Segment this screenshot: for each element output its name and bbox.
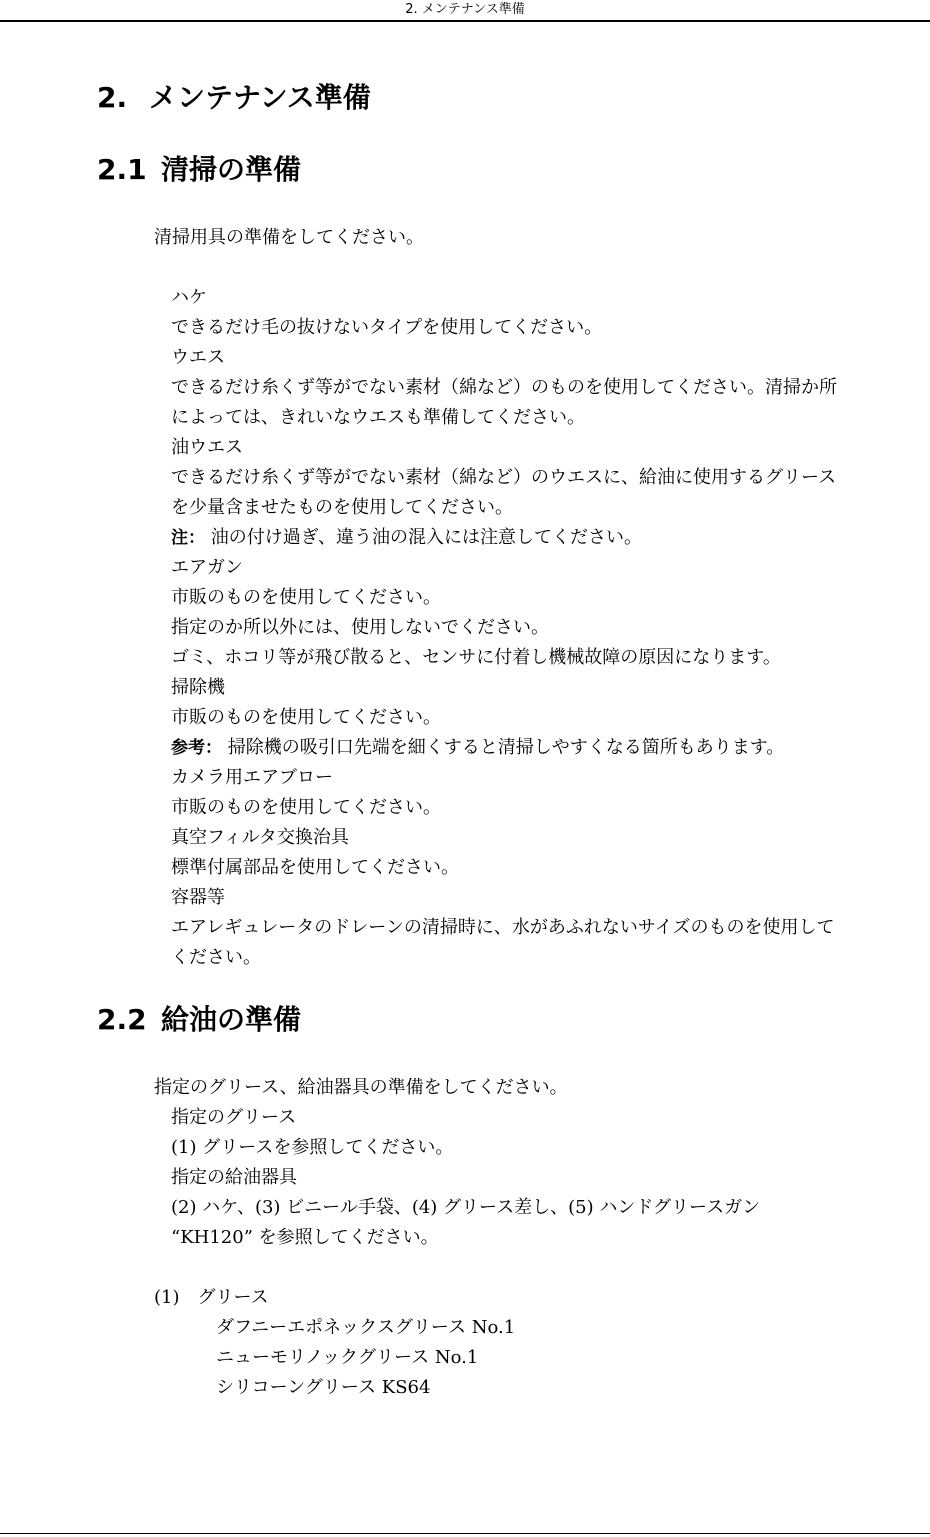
- lubrication-item-name: 指定の給油器具: [171, 1167, 297, 1188]
- section-title-text: 清掃の準備: [161, 153, 302, 186]
- tool-desc: ゴミ、ホコリ等が飛び散ると、センサに付着し機械故障の原因になります。: [171, 647, 781, 668]
- caution-text: 油の付け過ぎ、違う油の混入には注意してください。: [210, 527, 643, 548]
- lubrication-item-desc: (2) ハケ、(3) ビニール手袋、(4) グリース差し、(5) ハンドグリースガン “KH120” を参照してください。: [171, 1197, 761, 1248]
- tool-desc: 市販のものを使用してください。: [171, 707, 441, 728]
- cleaning-intro: 清掃用具の準備をしてください。: [154, 227, 424, 248]
- tool-name: 真空フィルタ交換治具: [171, 827, 349, 848]
- section-number: 2.1: [97, 153, 147, 186]
- lubrication-intro: 指定のグリース、給油器具の準備をしてください。: [154, 1077, 568, 1098]
- reference-text: 掃除機の吸引口先端を細くすると清掃しやすくなる箇所もあります。: [227, 737, 785, 758]
- tool-name: カメラ用エアブロー: [171, 767, 333, 788]
- tool-desc: できるだけ糸くず等がでない素材（綿など）のものを使用してください。清掃か所によっては、きれいなウエスも準備してください。: [171, 377, 837, 428]
- section-title-text: 給油の準備: [161, 1003, 302, 1036]
- section-cleaning-title: [97, 150, 301, 190]
- reference-label: 参考：: [171, 738, 222, 758]
- chapter-number: 2.: [97, 81, 128, 114]
- tool-desc: 指定のか所以外には、使用しないでください。: [171, 617, 549, 638]
- grease-heading: (1) グリース: [154, 1287, 269, 1308]
- section-number: 2.2: [97, 1003, 147, 1036]
- footer-rule: [0, 1533, 930, 1534]
- tool-desc: エアレギュレータのドレーンの清掃時に、水があふれないサイズのものを使用してください。: [171, 917, 835, 968]
- grease-product: ダフニーエポネックスグリース No.1: [216, 1317, 516, 1338]
- grease-product-list: [216, 1313, 515, 1403]
- lubrication-item-name: 指定のグリース: [171, 1107, 297, 1128]
- tool-name: 油ウエス: [171, 437, 243, 458]
- tool-name: エアガン: [171, 557, 243, 578]
- caution-label: 注：: [171, 528, 205, 548]
- caution-note: [171, 523, 843, 553]
- tool-desc: できるだけ糸くず等がでない素材（綿など）のウエスに、給油に使用するグリースを少量含ませたものを使用してください。: [171, 467, 837, 518]
- tool-name: 容器等: [171, 887, 225, 908]
- tool-name: ハケ: [171, 287, 207, 308]
- grease-product: シリコーングリース KS64: [216, 1377, 431, 1398]
- tool-desc: できるだけ毛の抜けないタイプを使用してください。: [171, 317, 603, 338]
- tool-desc: 標準付属部品を使用してください。: [171, 857, 459, 878]
- tool-name: 掃除機: [171, 677, 225, 698]
- running-header: 2. メンテナンス準備: [0, 0, 930, 22]
- cleaning-tool-list: [171, 283, 843, 973]
- section-lubrication-title: [97, 1000, 301, 1040]
- reference-note: [171, 733, 843, 763]
- lubrication-list: [171, 1103, 843, 1253]
- tool-name: ウエス: [171, 347, 225, 368]
- tool-desc: 市販のものを使用してください。: [171, 797, 441, 818]
- tool-desc: 市販のものを使用してください。: [171, 587, 441, 608]
- lubrication-item-desc: (1) グリースを参照してください。: [171, 1137, 454, 1158]
- chapter-title-text: メンテナンス準備: [149, 81, 371, 114]
- chapter-title: [97, 78, 371, 118]
- grease-product: ニューモリノックグリース No.1: [216, 1347, 479, 1368]
